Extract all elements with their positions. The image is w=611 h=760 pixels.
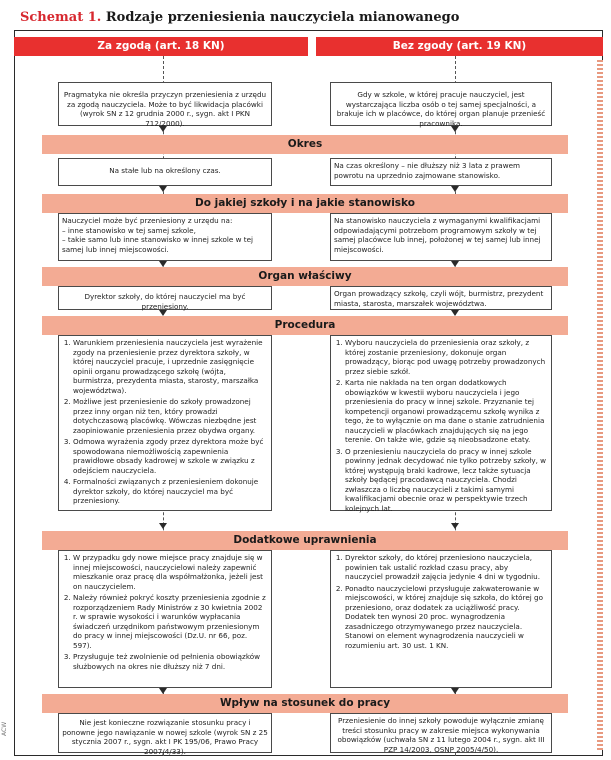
organ-right-text: Organ prowadzący szkołę, czyli wójt, burmistrz, prezydent miasta, starosta, marszałek województwa. bbox=[334, 289, 544, 308]
organ-right-box bbox=[330, 286, 552, 310]
organ-left-box bbox=[58, 286, 272, 310]
procedura-right-box bbox=[330, 335, 552, 511]
arrow-down-icon bbox=[159, 126, 167, 132]
side-stripe bbox=[597, 60, 603, 750]
arrow-down-icon bbox=[159, 261, 167, 267]
procedura-left-box bbox=[58, 335, 272, 511]
dokad-left-box bbox=[58, 213, 272, 261]
intro-left-text: Pragmatyka nie określa przyczyn przeniesienia z urzędu za zgodą nauczyciela. Może to być likwidacja placówki (wyrok SN z 12 grudnia 2000 r., sygn. akt I PKN 712/2000). bbox=[63, 90, 267, 128]
okres-right-box bbox=[330, 158, 552, 186]
procedura-right-item: 2. Karta nie nakłada na ten organ dodatkowych obowiązków w kwestii wyboru nauczyciela i jego przeniesienia do pracy w innej szkole. Przyznanie tej kompetencji organowi prowadzącemu szkołę wynika z tego, że to wyłącznie on ma dane o stanie zatrudnienia nauczycieli w placówkach znajdujących się na jego terenie. On także wie, gdzie są nieobsadzone etaty. bbox=[345, 378, 548, 445]
dodatkowe-left-item: 1. W przypadku gdy nowe miejsce pracy znajduje się w innej miejscowości, nauczycielowi należy zapewnić mieszkanie oraz pracę dla współmałżonka, jeżeli jest on nauczycielem. bbox=[73, 553, 268, 591]
arrow-down-icon bbox=[451, 261, 459, 267]
procedura-left-list bbox=[62, 338, 268, 506]
wplyw-right-box bbox=[330, 713, 552, 753]
section-wplyw: Wpływ na stosunek do pracy bbox=[42, 694, 568, 713]
credit-label: ACW bbox=[1, 721, 8, 736]
arrow-down-icon bbox=[159, 186, 167, 192]
wplyw-left-text: Nie jest konieczne rozwiązanie stosunku pracy i ponowne jego nawiązanie w nowej szkole (wyrok SN z 25 stycznia 2007 r., sygn. akt I PK 195/06, Prawo Pracy 2007/4/33). bbox=[62, 718, 268, 756]
section-organ: Organ właściwy bbox=[42, 267, 568, 286]
arrow-down-icon bbox=[451, 310, 459, 316]
okres-right-text: Na czas określony – nie dłuższy niż 3 lata z prawem powrotu na uprzednio zajmowane stanowisko. bbox=[334, 161, 521, 180]
intro-left-box bbox=[58, 82, 272, 126]
column-header-left: Za zgodą (art. 18 KN) bbox=[14, 37, 308, 56]
dodatkowe-right-list bbox=[334, 553, 548, 650]
arrow-down-icon bbox=[159, 523, 167, 529]
procedura-left-item: 4. Formalności związanych z przeniesieniem dokonuje dyrektor szkoły, do której nauczyciel ma być przeniesiony. bbox=[73, 477, 268, 506]
procedura-right-list bbox=[334, 338, 548, 513]
dokad-left-item-1: – inne stanowisko w tej samej szkole, bbox=[62, 225, 196, 235]
wplyw-right-text: Przeniesienie do innej szkoły powoduje wyłącznie zmianę treści stosunku pracy w zakresie miejsca wykonywania obowiązków (uchwała SN z 11 lutego 2004 r., sygn. akt III PZP 14/2003, OSNP 2005/4/50). bbox=[337, 716, 545, 754]
procedura-left-item: 3. Odmowa wyrażenia zgody przez dyrektora może być spowodowana niemożliwością zapewnienia prawidłowe obsady kadrowej w szkole w związku z odejściem nauczyciela. bbox=[73, 437, 268, 475]
okres-left-text: Na stałe lub na określony czas. bbox=[109, 166, 221, 175]
dodatkowe-right-box bbox=[330, 550, 552, 688]
section-okres: Okres bbox=[42, 135, 568, 154]
section-procedura: Procedura bbox=[42, 316, 568, 335]
procedura-left-item: 1. Warunkiem przeniesienia nauczyciela jest wyrażenie zgody na przeniesienie przez dyrektora szkoły, w której nauczyciel pracuje, i uprzednie zasięgnięcie opinii organu prowadzącego szkołę (wójta, burmistrza, prezydenta miasta, starosty, marszałka województwa). bbox=[73, 338, 268, 395]
arrow-down-icon bbox=[159, 688, 167, 694]
dokad-right-text: Na stanowisko nauczyciela z wymaganymi kwalifikacjami odpowiadającymi potrzebom programowym szkoły w tej samej placówce lub innej, położonej w tej samej lub innej miejscowości. bbox=[334, 216, 541, 254]
dodatkowe-left-item: 3. Przysługuje też zwolnienie od pełnienia obowiązków służbowych na okres nie dłuższy niż 7 dni. bbox=[73, 652, 268, 671]
procedura-right-item: 3. O przeniesieniu nauczyciela do pracy w innej szkole powinny jednak decydować nie tylko potrzeby szkoły, w której występują braki kadrowe, lecz także sytuacja szkoły będącej pracodawcą nauczyciela. Chodzi zwłaszcza o liczbę nauczycieli z takimi samymi kwalifikacjami obecnie oraz w perspektywie trzech kolejnych lat. bbox=[345, 447, 548, 514]
dodatkowe-right-item: 1. Dyrektor szkoły, do której przeniesiono nauczyciela, powinien tak ustalić rozkład czasu pracy, aby nauczyciel prowadził zajęcia jedynie 4 dni w tygodniu. bbox=[345, 553, 548, 582]
dodatkowe-left-list bbox=[62, 553, 268, 671]
intro-right-text: Gdy w szkole, w której pracuje nauczyciel, jest wystarczająca liczba osób o tej samej specjalności, a brakuje ich w placówce, do której organ planuje przenieść pracownika. bbox=[336, 90, 546, 128]
section-dodatkowe: Dodatkowe uprawnienia bbox=[42, 531, 568, 550]
column-header-right: Bez zgody (art. 19 KN) bbox=[316, 37, 603, 56]
dodatkowe-left-item: 2. Należy również pokryć koszty przeniesienia zgodnie z rozporządzeniem Rady Ministrów z 30 kwietnia 2002 r. w sprawie wysokości i warunków wypłacania świadczeń urzędnikom państwowym przeniesionym do pracy w innej miejscowości (Dz.U. nr 66, poz. 597). bbox=[73, 593, 268, 650]
dokad-left-intro: Nauczyciel może być przeniesiony z urzędu na: bbox=[62, 216, 233, 225]
procedura-left-item: 2. Możliwe jest przeniesienie do szkoły prowadzonej przez inny organ niż ten, który prowadzi dotychczasową placówkę. Wówczas niezbędne jest zaopiniowanie przeniesienia przez obydwa organy. bbox=[73, 397, 268, 435]
intro-right-box bbox=[330, 82, 552, 126]
arrow-down-icon bbox=[451, 186, 459, 192]
wplyw-left-box bbox=[58, 713, 272, 756]
arrow-down-icon bbox=[451, 523, 459, 529]
arrow-down-icon bbox=[451, 126, 459, 132]
section-dokad: Do jakiej szkoły i na jakie stanowisko bbox=[42, 194, 568, 213]
organ-left-text: Dyrektor szkoły, do której nauczyciel ma być przeniesiony. bbox=[84, 292, 246, 311]
title-text: Rodzaje przeniesienia nauczyciela mianowanego bbox=[105, 10, 460, 25]
dodatkowe-right-item: 2. Ponadto nauczycielowi przysługuje zakwaterowanie w miejscowości, w której znajduje się szkoła, do której go przeniesiono, oraz dodatek za uciążliwość pracy. Dodatek ten wynosi 20 proc. wynagrodzenia zasadniczego otrzymywanego przez nauczyciela. Stanowi on element wynagrodzenia nauczycieli w rozumieniu art. 30 ust. 1 KN. bbox=[345, 584, 548, 651]
title-prefix: Schemat 1. bbox=[20, 10, 102, 25]
procedura-right-item: 1. Wyboru nauczyciela do przeniesienia oraz szkoły, z której zostanie przeniesiony, dokonuje organ prowadzący, biorąc pod uwagę potrzeby prowadzonych przez siebie szkół. bbox=[345, 338, 548, 376]
arrow-down-icon bbox=[159, 310, 167, 316]
page-title bbox=[20, 10, 459, 25]
dodatkowe-left-box bbox=[58, 550, 272, 688]
okres-left-box bbox=[58, 158, 272, 186]
arrow-down-icon bbox=[451, 688, 459, 694]
dokad-right-box bbox=[330, 213, 552, 261]
dokad-left-item-2: – takie samo lub inne stanowisko w innej szkole w tej samej lub innej miejscowości. bbox=[62, 235, 254, 254]
